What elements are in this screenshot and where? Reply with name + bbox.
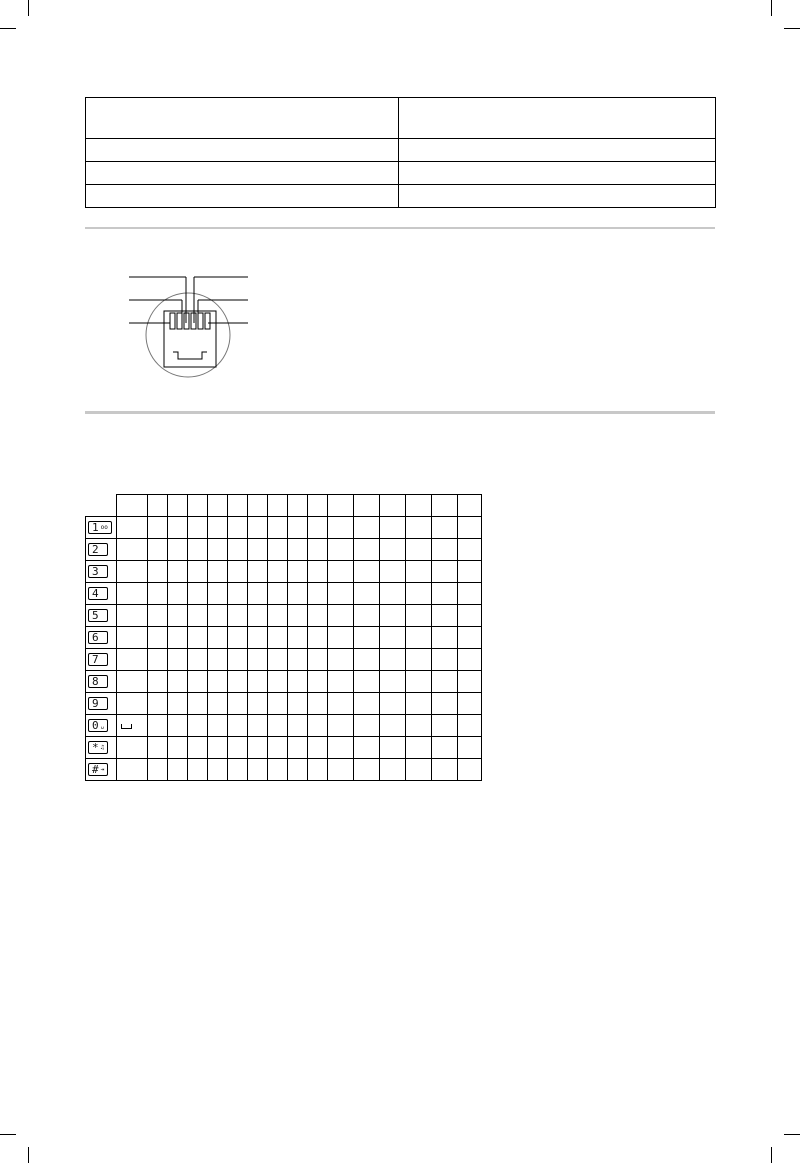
table-cell bbox=[380, 715, 406, 737]
table-cell bbox=[188, 539, 208, 561]
table-cell bbox=[188, 693, 208, 715]
table-cell bbox=[380, 671, 406, 693]
table-cell bbox=[308, 539, 328, 561]
table-cell bbox=[268, 759, 288, 781]
key-main-label: 2 bbox=[92, 543, 99, 556]
table-cell bbox=[268, 693, 288, 715]
table-cell bbox=[399, 162, 716, 185]
jack-pin bbox=[177, 313, 182, 329]
crop-mark-top-right-h bbox=[784, 28, 800, 29]
table-cell bbox=[406, 539, 432, 561]
jack-outline-circle bbox=[146, 293, 230, 377]
table-cell bbox=[148, 671, 168, 693]
voicemail-icon: oo bbox=[100, 523, 108, 531]
table-cell bbox=[268, 517, 288, 539]
table-cell bbox=[208, 737, 228, 759]
table-header-row bbox=[86, 495, 482, 517]
table-cell bbox=[288, 759, 308, 781]
key-6-icon bbox=[88, 631, 108, 644]
table-cell bbox=[354, 715, 380, 737]
table-cell bbox=[148, 759, 168, 781]
table-cell bbox=[248, 671, 268, 693]
table-cell bbox=[288, 561, 308, 583]
space-icon: ␣ bbox=[100, 721, 105, 729]
table-row bbox=[86, 517, 482, 539]
table-cell bbox=[354, 517, 380, 539]
table-cell bbox=[208, 517, 228, 539]
table-cell bbox=[328, 715, 354, 737]
table-cell bbox=[288, 627, 308, 649]
table-cell bbox=[308, 627, 328, 649]
table-cell bbox=[432, 627, 458, 649]
table-cell bbox=[188, 759, 208, 781]
table-cell bbox=[432, 715, 458, 737]
table-cell bbox=[148, 715, 168, 737]
table-cell bbox=[458, 671, 482, 693]
table-cell bbox=[399, 139, 716, 162]
table-cell bbox=[117, 561, 148, 583]
table-cell bbox=[328, 627, 354, 649]
table-cell bbox=[432, 759, 458, 781]
table-cell bbox=[117, 715, 148, 737]
table-cell bbox=[380, 517, 406, 539]
table-row bbox=[86, 185, 716, 208]
table-cell bbox=[406, 583, 432, 605]
table-cell bbox=[86, 162, 399, 185]
table-cell bbox=[228, 737, 248, 759]
table-cell bbox=[432, 539, 458, 561]
table-header-cell bbox=[380, 495, 406, 517]
table-cell bbox=[328, 737, 354, 759]
key-0-icon bbox=[88, 719, 108, 732]
table-cell bbox=[328, 649, 354, 671]
table-cell bbox=[328, 693, 354, 715]
table-header-cell bbox=[328, 495, 354, 517]
table-cell bbox=[380, 649, 406, 671]
jack-pin bbox=[170, 313, 175, 329]
table-cell bbox=[458, 583, 482, 605]
table-cell bbox=[268, 671, 288, 693]
table-cell bbox=[208, 759, 228, 781]
table-cell bbox=[458, 693, 482, 715]
table-cell bbox=[188, 715, 208, 737]
table-cell bbox=[188, 737, 208, 759]
table-cell bbox=[248, 649, 268, 671]
table-cell bbox=[168, 605, 188, 627]
table-cell bbox=[208, 539, 228, 561]
key-label-cell bbox=[86, 605, 117, 627]
table-cell bbox=[248, 517, 268, 539]
table-row bbox=[86, 605, 482, 627]
table-cell bbox=[168, 539, 188, 561]
table-cell bbox=[228, 517, 248, 539]
table-cell bbox=[168, 737, 188, 759]
key-*-icon bbox=[88, 741, 108, 754]
table-cell bbox=[117, 539, 148, 561]
key-main-label: 1 bbox=[92, 521, 99, 534]
key-3-icon bbox=[88, 565, 108, 578]
table-cell bbox=[432, 517, 458, 539]
table-header-cell bbox=[208, 495, 228, 517]
table-cell bbox=[328, 671, 354, 693]
crop-mark-top-left-h bbox=[0, 28, 16, 29]
table-cell bbox=[248, 627, 268, 649]
table-cell bbox=[268, 737, 288, 759]
table-cell bbox=[208, 671, 228, 693]
key-label-cell bbox=[86, 737, 117, 759]
table-cell bbox=[406, 715, 432, 737]
key-main-label: 7 bbox=[92, 653, 99, 666]
table-cell bbox=[148, 737, 168, 759]
table-cell bbox=[288, 671, 308, 693]
table-cell bbox=[148, 605, 168, 627]
table-cell bbox=[188, 561, 208, 583]
pause-icon: ⇥ bbox=[100, 765, 105, 773]
table-cell bbox=[458, 627, 482, 649]
table-cell bbox=[432, 605, 458, 627]
table-cell bbox=[308, 517, 328, 539]
crop-mark-bottom-right bbox=[771, 1147, 772, 1163]
table-cell bbox=[248, 715, 268, 737]
table-cell bbox=[228, 583, 248, 605]
table-cell bbox=[458, 561, 482, 583]
table-cell bbox=[288, 539, 308, 561]
table-header-cell bbox=[228, 495, 248, 517]
table-cell bbox=[208, 561, 228, 583]
table-row bbox=[86, 715, 482, 737]
key-7-icon bbox=[88, 653, 108, 666]
table-cell bbox=[148, 649, 168, 671]
table-cell bbox=[406, 605, 432, 627]
table-row bbox=[86, 627, 482, 649]
crop-mark-top-right bbox=[771, 0, 772, 16]
key-#-icon bbox=[88, 763, 108, 776]
table-cell bbox=[117, 759, 148, 781]
table-cell bbox=[308, 671, 328, 693]
table-cell bbox=[354, 605, 380, 627]
key-2-icon bbox=[88, 543, 108, 556]
table-cell bbox=[354, 583, 380, 605]
table-cell bbox=[458, 539, 482, 561]
table-cell bbox=[380, 737, 406, 759]
jack-pin bbox=[198, 313, 203, 329]
key-label-cell bbox=[86, 671, 117, 693]
key-label-cell bbox=[86, 583, 117, 605]
table-cell bbox=[228, 649, 248, 671]
table-cell bbox=[380, 583, 406, 605]
key-main-label: * bbox=[92, 741, 99, 754]
table-cell bbox=[148, 539, 168, 561]
table-cell bbox=[248, 737, 268, 759]
table-cell bbox=[168, 561, 188, 583]
table-header-cell bbox=[86, 98, 399, 139]
key-label-cell bbox=[86, 693, 117, 715]
table-cell bbox=[208, 605, 228, 627]
table-header-cell bbox=[168, 495, 188, 517]
table-cell bbox=[268, 715, 288, 737]
table-cell bbox=[228, 605, 248, 627]
crop-mark-bottom-right-h bbox=[784, 1134, 800, 1135]
table-cell bbox=[208, 715, 228, 737]
table-cell bbox=[406, 649, 432, 671]
table-cell bbox=[228, 627, 248, 649]
table-cell bbox=[288, 649, 308, 671]
table-cell bbox=[288, 517, 308, 539]
table-cell bbox=[380, 759, 406, 781]
table-header-cell bbox=[308, 495, 328, 517]
table-cell bbox=[148, 693, 168, 715]
table-cell bbox=[328, 759, 354, 781]
table-cell bbox=[168, 759, 188, 781]
key-label-cell bbox=[86, 759, 117, 781]
table-cell bbox=[406, 693, 432, 715]
table-cell bbox=[228, 693, 248, 715]
table-row bbox=[86, 561, 482, 583]
table-cell bbox=[168, 649, 188, 671]
table-cell bbox=[406, 517, 432, 539]
table-cell bbox=[308, 737, 328, 759]
table-cell bbox=[288, 583, 308, 605]
table-cell bbox=[380, 627, 406, 649]
table-cell bbox=[380, 539, 406, 561]
table-cell bbox=[328, 583, 354, 605]
table-cell bbox=[208, 649, 228, 671]
table-cell bbox=[117, 627, 148, 649]
table-row bbox=[86, 671, 482, 693]
spec-table bbox=[85, 97, 716, 208]
table-cell bbox=[354, 737, 380, 759]
table-cell bbox=[188, 583, 208, 605]
table-cell bbox=[117, 693, 148, 715]
key-main-label: 0 bbox=[92, 719, 99, 732]
table-cell bbox=[308, 583, 328, 605]
table-cell bbox=[117, 737, 148, 759]
table-cell bbox=[117, 583, 148, 605]
key-label-cell bbox=[86, 627, 117, 649]
table-cell bbox=[228, 539, 248, 561]
table-cell bbox=[188, 605, 208, 627]
table-cell bbox=[458, 605, 482, 627]
jack-latch bbox=[173, 352, 207, 359]
section-divider bbox=[85, 411, 715, 414]
table-cell bbox=[168, 715, 188, 737]
table-header-cell bbox=[354, 495, 380, 517]
key-main-label: 5 bbox=[92, 609, 99, 622]
table-cell bbox=[148, 583, 168, 605]
table-cell bbox=[458, 759, 482, 781]
table-cell bbox=[308, 693, 328, 715]
table-row bbox=[86, 139, 716, 162]
table-header-cell bbox=[406, 495, 432, 517]
table-cell bbox=[406, 561, 432, 583]
table-cell bbox=[228, 759, 248, 781]
table-cell bbox=[188, 649, 208, 671]
table-cell bbox=[308, 759, 328, 781]
table-row bbox=[86, 539, 482, 561]
table-cell bbox=[458, 517, 482, 539]
table-cell bbox=[328, 561, 354, 583]
key-label-cell bbox=[86, 539, 117, 561]
table-cell bbox=[308, 649, 328, 671]
table-row bbox=[86, 693, 482, 715]
keypad-character-table bbox=[85, 494, 482, 781]
key-label-cell bbox=[86, 561, 117, 583]
table-row bbox=[86, 737, 482, 759]
table-row bbox=[86, 759, 482, 781]
table-cell bbox=[86, 139, 399, 162]
table-cell bbox=[86, 185, 399, 208]
table-cell bbox=[117, 517, 148, 539]
table-cell bbox=[308, 715, 328, 737]
table-cell bbox=[268, 627, 288, 649]
table-cell bbox=[458, 737, 482, 759]
key-label-cell bbox=[86, 649, 117, 671]
table-cell bbox=[148, 561, 168, 583]
table-cell bbox=[354, 561, 380, 583]
key-4-icon bbox=[88, 587, 108, 600]
table-cell bbox=[208, 583, 228, 605]
key-1-icon bbox=[88, 521, 112, 534]
table-cell bbox=[380, 693, 406, 715]
table-cell bbox=[406, 627, 432, 649]
key-main-label: 3 bbox=[92, 565, 99, 578]
key-main-label: 9 bbox=[92, 697, 99, 710]
table-cell bbox=[117, 605, 148, 627]
table-cell bbox=[188, 627, 208, 649]
table-cell bbox=[288, 737, 308, 759]
table-cell bbox=[208, 693, 228, 715]
key-main-label: 6 bbox=[92, 631, 99, 644]
table-cell bbox=[168, 671, 188, 693]
table-cell bbox=[248, 561, 268, 583]
table-cell bbox=[288, 715, 308, 737]
key-8-icon bbox=[88, 675, 108, 688]
table-cell bbox=[288, 605, 308, 627]
table-cell bbox=[168, 693, 188, 715]
key-main-label: 4 bbox=[92, 587, 99, 600]
ringer-icon: ♫ bbox=[100, 743, 105, 751]
table-cell bbox=[432, 671, 458, 693]
table-cell bbox=[308, 561, 328, 583]
table-cell bbox=[248, 759, 268, 781]
table-cell bbox=[208, 627, 228, 649]
table-cell bbox=[288, 693, 308, 715]
key-main-label: # bbox=[92, 763, 99, 776]
table-cell bbox=[406, 737, 432, 759]
table-cell bbox=[406, 759, 432, 781]
table-corner-cell bbox=[86, 495, 117, 517]
table-cell bbox=[380, 605, 406, 627]
table-cell bbox=[268, 583, 288, 605]
table-header-cell bbox=[288, 495, 308, 517]
table-cell bbox=[117, 649, 148, 671]
table-cell bbox=[354, 649, 380, 671]
table-cell bbox=[168, 583, 188, 605]
table-cell bbox=[380, 561, 406, 583]
table-cell bbox=[248, 539, 268, 561]
table-cell bbox=[354, 671, 380, 693]
crop-mark-bottom-left-h bbox=[0, 1134, 16, 1135]
table-header-cell bbox=[399, 98, 716, 139]
table-cell bbox=[148, 517, 168, 539]
table-cell bbox=[354, 759, 380, 781]
table-cell bbox=[268, 605, 288, 627]
table-cell bbox=[168, 627, 188, 649]
table-header-cell bbox=[268, 495, 288, 517]
table-cell bbox=[188, 671, 208, 693]
table-cell bbox=[328, 539, 354, 561]
table-cell bbox=[268, 539, 288, 561]
jack-pin bbox=[205, 313, 210, 329]
key-label-cell bbox=[86, 517, 117, 539]
table-header-cell bbox=[248, 495, 268, 517]
crop-mark-bottom-left bbox=[28, 1147, 29, 1163]
table-header-cell bbox=[458, 495, 482, 517]
table-cell bbox=[354, 693, 380, 715]
crop-mark-top-left bbox=[28, 0, 29, 16]
table-cell bbox=[328, 605, 354, 627]
table-cell bbox=[248, 605, 268, 627]
table-cell bbox=[458, 649, 482, 671]
table-cell bbox=[268, 561, 288, 583]
table-cell bbox=[117, 671, 148, 693]
table-cell bbox=[228, 561, 248, 583]
key-9-icon bbox=[88, 697, 108, 710]
section-divider bbox=[85, 227, 715, 229]
jack-pinout-diagram bbox=[128, 268, 253, 386]
table-cell bbox=[328, 517, 354, 539]
table-cell bbox=[308, 605, 328, 627]
table-header-cell bbox=[432, 495, 458, 517]
table-cell bbox=[148, 627, 168, 649]
table-header-cell bbox=[148, 495, 168, 517]
table-cell bbox=[248, 693, 268, 715]
table-cell bbox=[432, 561, 458, 583]
key-5-icon bbox=[88, 609, 108, 622]
table-cell bbox=[228, 671, 248, 693]
table-cell bbox=[188, 517, 208, 539]
table-cell bbox=[228, 715, 248, 737]
table-header-cell bbox=[117, 495, 148, 517]
table-cell bbox=[432, 649, 458, 671]
table-cell bbox=[354, 539, 380, 561]
key-main-label: 8 bbox=[92, 675, 99, 688]
table-row bbox=[86, 162, 716, 185]
table-cell bbox=[406, 671, 432, 693]
table-header-row bbox=[86, 98, 716, 139]
table-cell bbox=[248, 583, 268, 605]
table-cell bbox=[268, 649, 288, 671]
table-cell bbox=[432, 737, 458, 759]
space-icon bbox=[121, 724, 132, 729]
table-cell bbox=[432, 583, 458, 605]
key-label-cell bbox=[86, 715, 117, 737]
table-cell bbox=[354, 627, 380, 649]
table-row bbox=[86, 649, 482, 671]
table-cell bbox=[458, 715, 482, 737]
table-cell bbox=[432, 693, 458, 715]
table-cell bbox=[168, 517, 188, 539]
table-cell bbox=[399, 185, 716, 208]
table-row bbox=[86, 583, 482, 605]
table-header-cell bbox=[188, 495, 208, 517]
